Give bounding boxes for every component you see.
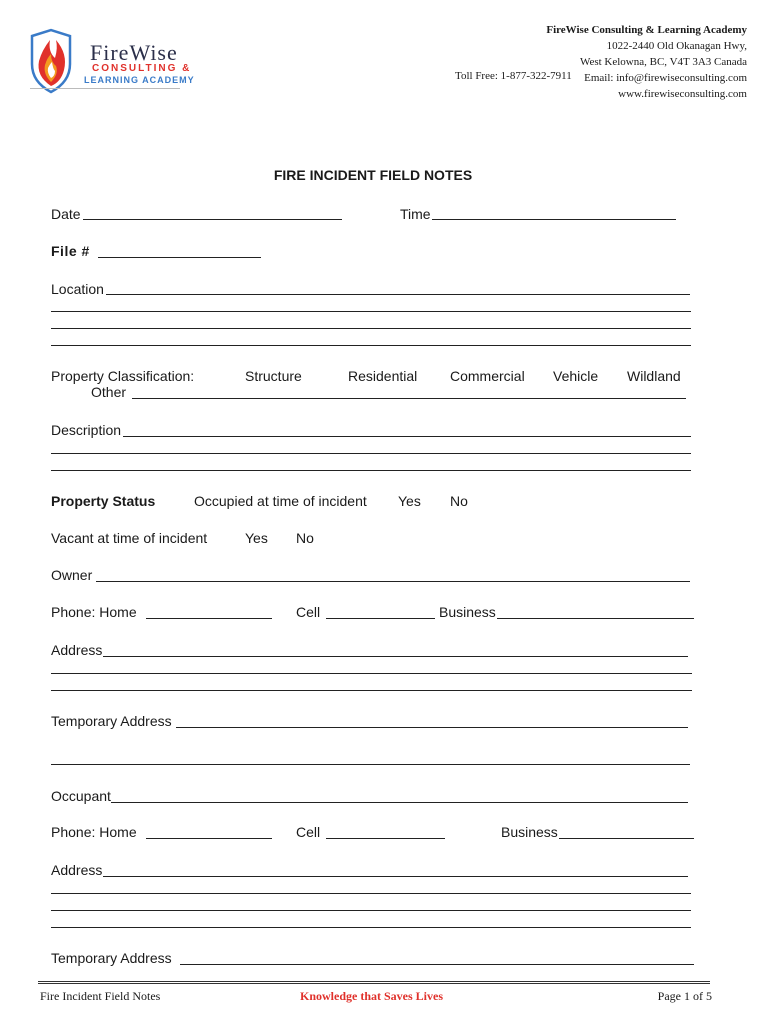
occupant-phone-business-label: Business	[501, 824, 558, 840]
vacant-no-option[interactable]: No	[296, 530, 314, 546]
occupant-phone-home-field[interactable]	[146, 838, 272, 839]
flame-shield-icon	[26, 28, 76, 94]
occupied-label: Occupied at time of incident	[194, 493, 367, 509]
occupant-temp-address-label: Temporary Address	[51, 950, 172, 966]
occupant-phone-cell-label: Cell	[296, 824, 321, 840]
occupant-phone-cell-field[interactable]	[326, 838, 445, 839]
other-field[interactable]	[132, 398, 686, 399]
owner-address-label: Address	[51, 642, 103, 658]
owner-temp-address-label: Temporary Address	[51, 713, 172, 729]
location-line-2[interactable]	[51, 311, 691, 312]
occupant-field[interactable]	[111, 802, 688, 803]
vacant-yes-option[interactable]: Yes	[245, 530, 268, 546]
owner-label: Owner	[51, 567, 93, 583]
company-toll-free: Toll Free: 1-877-322-7911	[455, 70, 572, 82]
company-website: www.firewiseconsulting.com	[618, 88, 747, 100]
form-title: FIRE INCIDENT FIELD NOTES	[273, 167, 473, 183]
occupant-label: Occupant	[51, 788, 111, 804]
owner-phone-business-label: Business	[439, 604, 496, 620]
option-commercial[interactable]: Commercial	[450, 368, 525, 384]
description-field[interactable]	[123, 436, 691, 437]
location-field[interactable]	[106, 294, 690, 295]
occupant-address-line-3[interactable]	[51, 910, 691, 911]
owner-field[interactable]	[96, 581, 690, 582]
location-line-3[interactable]	[51, 328, 691, 329]
property-classification-label: Property Classification:	[51, 368, 195, 384]
date-label: Date	[51, 206, 81, 222]
occupied-yes-option[interactable]: Yes	[398, 493, 421, 509]
company-address1: 1022-2440 Old Okanagan Hwy,	[606, 40, 747, 52]
time-field[interactable]	[432, 219, 676, 220]
occupant-phone-home-label: Phone: Home	[51, 824, 137, 840]
description-line-3[interactable]	[51, 470, 691, 471]
logo-divider	[30, 88, 180, 89]
file-number-field[interactable]	[98, 257, 261, 258]
option-residential[interactable]: Residential	[348, 368, 418, 384]
option-structure[interactable]: Structure	[245, 368, 302, 384]
other-label: Other	[91, 384, 127, 400]
company-info	[546, 22, 747, 102]
owner-temp-address-line-2[interactable]	[51, 764, 690, 765]
logo-brand: FireWise	[90, 40, 178, 65]
occupant-address-line-4[interactable]	[51, 927, 691, 928]
owner-phone-home-field[interactable]	[146, 618, 272, 619]
owner-address-field[interactable]	[103, 656, 688, 657]
occupant-phone-business-field[interactable]	[559, 838, 694, 839]
vacant-label: Vacant at time of incident	[51, 530, 208, 546]
time-label: Time	[400, 206, 431, 222]
footer-doc-name: Fire Incident Field Notes	[40, 989, 161, 1003]
owner-address-line-2[interactable]	[51, 673, 692, 674]
location-line-4[interactable]	[51, 345, 691, 346]
occupant-address-label: Address	[51, 862, 103, 878]
occupant-address-field[interactable]	[103, 876, 688, 877]
logo-line2: LEARNING ACADEMY	[84, 75, 195, 85]
option-wildland[interactable]: Wildland	[627, 368, 681, 384]
occupied-no-option[interactable]: No	[450, 493, 468, 509]
option-vehicle[interactable]: Vehicle	[553, 368, 599, 384]
description-line-2[interactable]	[51, 453, 691, 454]
owner-phone-business-field[interactable]	[497, 618, 694, 619]
footer-tagline: Knowledge that Saves Lives	[300, 989, 444, 1003]
owner-phone-home-label: Phone: Home	[51, 604, 137, 620]
description-label: Description	[51, 422, 122, 438]
logo-line1: CONSULTING &	[92, 63, 192, 74]
owner-phone-cell-field[interactable]	[326, 618, 435, 619]
owner-address-line-3[interactable]	[51, 690, 692, 691]
property-status-label: Property Status	[51, 493, 156, 509]
footer-page-number: Page 1 of 5	[657, 989, 712, 1003]
footer-rule	[38, 981, 710, 984]
location-label: Location	[51, 281, 104, 297]
occupant-address-line-2[interactable]	[51, 893, 691, 894]
date-field[interactable]	[83, 219, 342, 220]
file-number-label: File #	[51, 243, 90, 259]
owner-temp-address-field[interactable]	[176, 727, 688, 728]
company-email: Email: info@firewiseconsulting.com	[584, 72, 747, 84]
occupant-temp-address-field[interactable]	[180, 964, 694, 965]
owner-phone-cell-label: Cell	[296, 604, 321, 620]
company-name: FireWise Consulting & Learning Academy	[546, 24, 747, 36]
company-address2: West Kelowna, BC, V4T 3A3 Canada	[579, 56, 747, 68]
